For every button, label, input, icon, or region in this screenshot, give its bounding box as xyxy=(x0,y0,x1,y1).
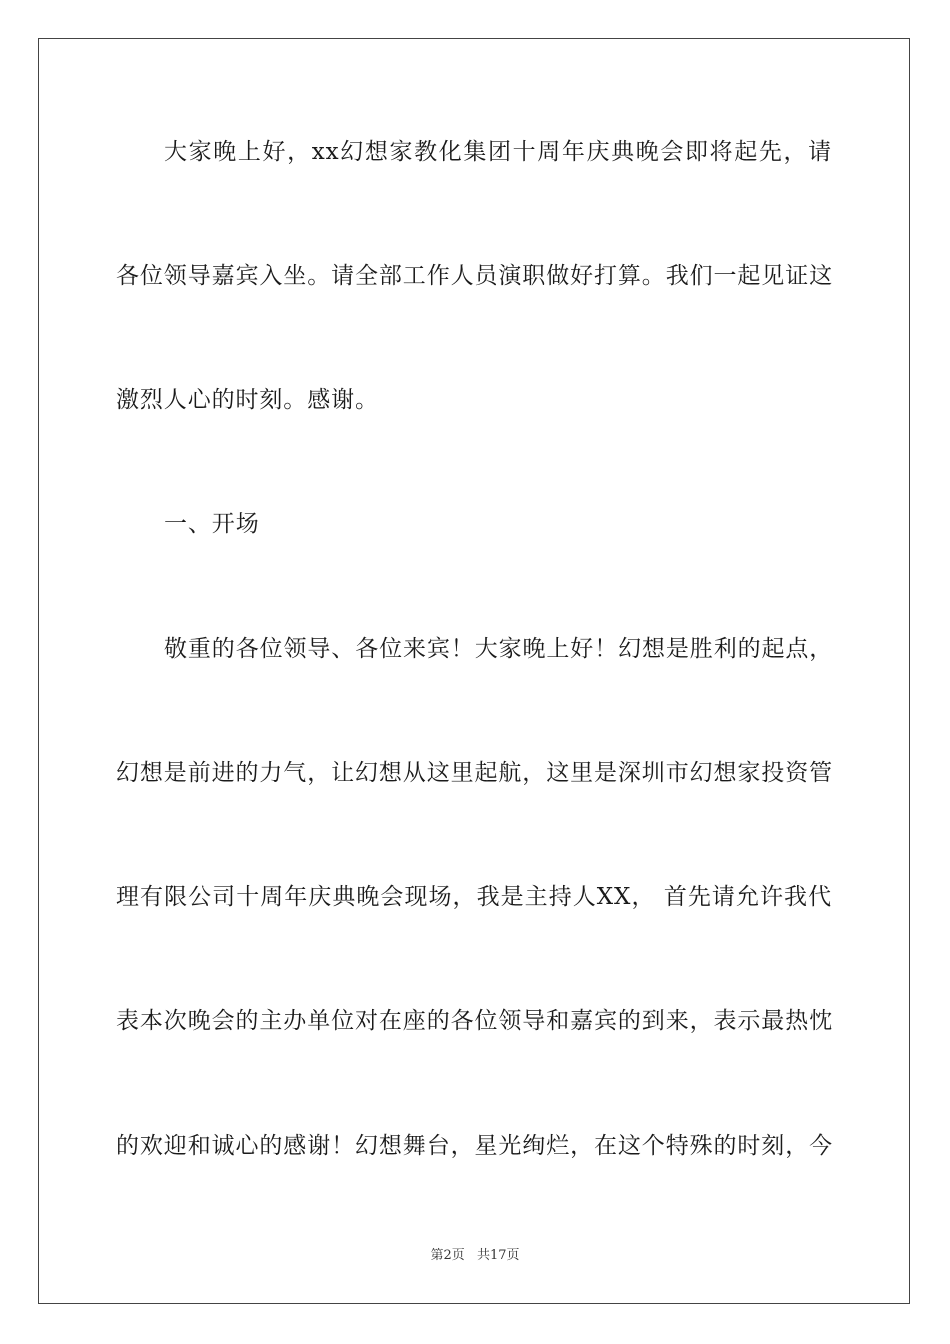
page-footer xyxy=(0,1247,950,1265)
paragraph-line: 理有限公司十周年庆典晚会现场，我是主持人XX， 首先请允许我代 xyxy=(116,884,832,910)
page-frame xyxy=(38,38,910,1304)
section-heading: 一、开场 xyxy=(164,511,260,537)
paragraph-line: 大家晚上好，xx幻想家教化集团十周年庆典晚会即将起先，请 xyxy=(164,139,832,165)
paragraph-line: 激烈人心的时刻。感谢。 xyxy=(116,387,379,413)
paragraph-line: 各位领导嘉宾入坐。请全部工作人员演职做好打算。我们一起见证这 xyxy=(116,263,833,289)
paragraph-line: 幻想是前进的力气，让幻想从这里起航，这里是深圳市幻想家投资管 xyxy=(116,760,833,786)
paragraph-line: 的欢迎和诚心的感谢！幻想舞台，星光绚烂，在这个特殊的时刻，今 xyxy=(116,1133,833,1159)
page-number: 第2页 xyxy=(430,1248,465,1263)
page-total: 共17页 xyxy=(476,1248,520,1263)
paragraph-line: 表本次晚会的主办单位对在座的各位领导和嘉宾的到来，表示最热忱 xyxy=(116,1008,833,1034)
paragraph-line: 敬重的各位领导、各位来宾！大家晚上好！幻想是胜利的起点， xyxy=(164,636,834,662)
